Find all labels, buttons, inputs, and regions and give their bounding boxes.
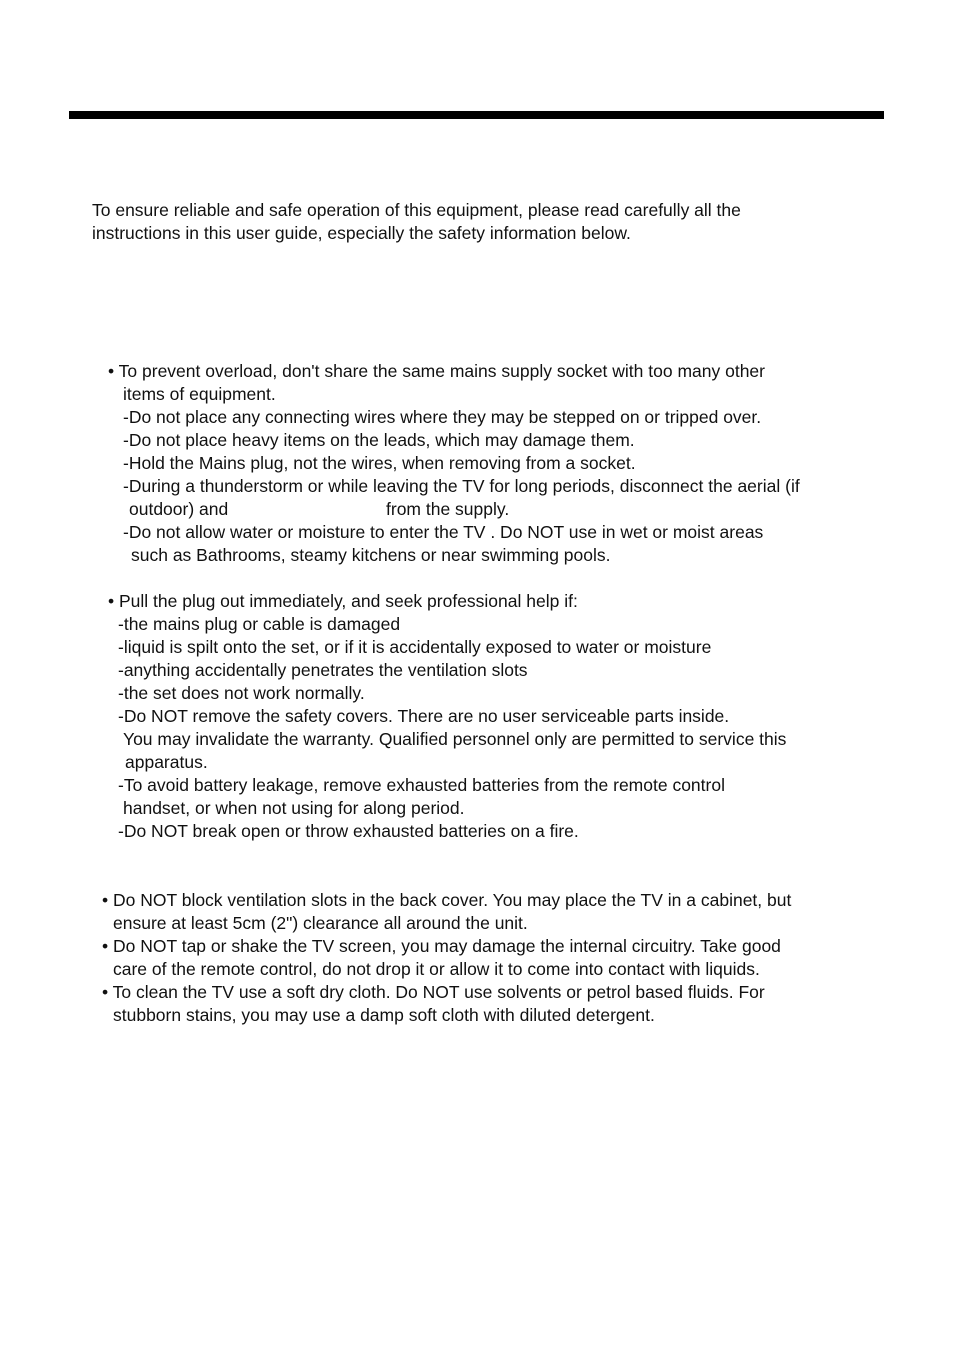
sub-item: -the set does not work normally.	[118, 683, 365, 703]
sub-item-continuation: handset, or when not using for along period.	[123, 798, 465, 818]
sub-item: -To avoid battery leakage, remove exhausted batteries from the remote control	[118, 775, 725, 795]
bullet-item: • Do NOT tap or shake the TV screen, you may damage the internal circuitry. Take good	[102, 936, 781, 956]
sub-item-continuation: You may invalidate the warranty. Qualified personnel only are permitted to service this	[123, 729, 787, 749]
sub-item-continuation: from the supply.	[386, 499, 510, 519]
intro-line: To ensure reliable and safe operation of this equipment, please read carefully all the	[92, 200, 741, 220]
bullet-item: • Pull the plug out immediately, and seek professional help if:	[108, 591, 578, 611]
sub-item: -Do not place any connecting wires where they may be stepped on or tripped over.	[123, 407, 762, 427]
header-rule	[69, 111, 884, 119]
bullet-continuation: care of the remote control, do not drop it or allow it to come into contact with liquids.	[113, 959, 760, 979]
sub-item: -Do NOT remove the safety covers. There are no user serviceable parts inside.	[118, 706, 730, 726]
sub-item: -the mains plug or cable is damaged	[118, 614, 401, 634]
sub-item: -liquid is spilt onto the set, or if it is accidentally exposed to water or moisture	[118, 637, 712, 657]
sub-item: -Hold the Mains plug, not the wires, when removing from a socket.	[123, 453, 636, 473]
bullet-item: • Do NOT block ventilation slots in the back cover. You may place the TV in a cabinet, but	[102, 890, 792, 910]
sub-item: -anything accidentally penetrates the ventilation slots	[118, 660, 528, 680]
sub-item-continuation: apparatus.	[125, 752, 208, 772]
bullet-item: • To clean the TV use a soft dry cloth. Do NOT use solvents or petrol based fluids. For	[102, 982, 765, 1002]
sub-item: -During a thunderstorm or while leaving the TV for long periods, disconnect the aerial (if	[123, 476, 800, 496]
bullet-continuation: items of equipment.	[123, 384, 276, 404]
sub-item: -Do not place heavy items on the leads, which may damage them.	[123, 430, 635, 450]
sub-item: -Do not allow water or moisture to enter the TV . Do NOT use in wet or moist areas	[123, 522, 764, 542]
bullet-continuation: stubborn stains, you may use a damp soft cloth with diluted detergent.	[113, 1005, 655, 1025]
bullet-item: • To prevent overload, don't share the same mains supply socket with too many other	[108, 361, 765, 381]
intro-line: instructions in this user guide, especially the safety information below.	[92, 223, 631, 243]
sub-item-continuation: outdoor) and	[129, 499, 229, 519]
sub-item: -Do NOT break open or throw exhausted batteries on a fire.	[118, 821, 579, 841]
bullet-continuation: ensure at least 5cm (2") clearance all around the unit.	[113, 913, 528, 933]
sub-item-continuation: such as Bathrooms, steamy kitchens or near swimming pools.	[131, 545, 611, 565]
